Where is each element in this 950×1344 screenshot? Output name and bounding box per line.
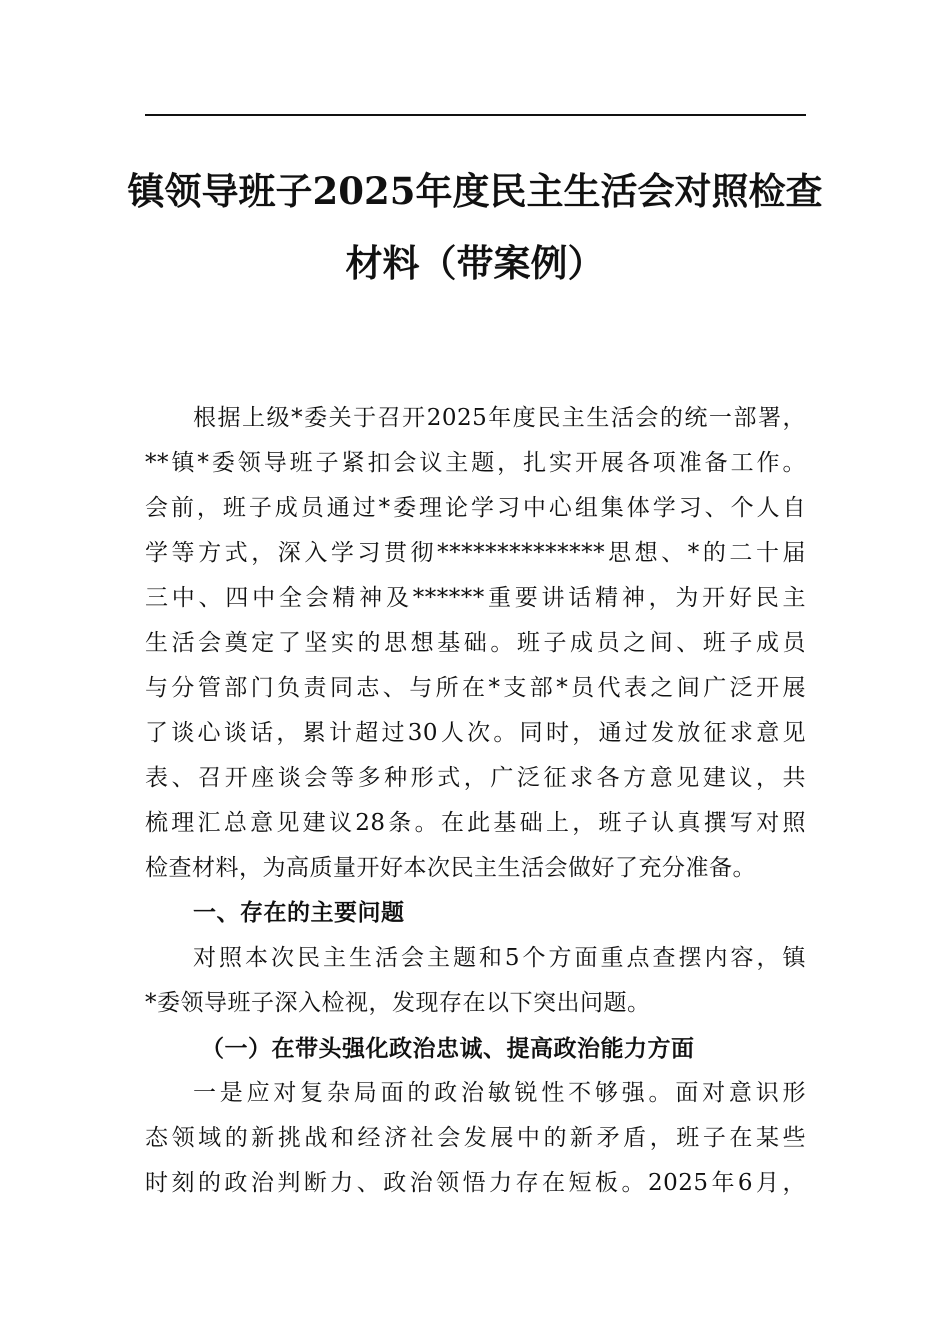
subsection-heading: （一）在带头强化政治忠诚、提高政治能力方面 xyxy=(201,1035,695,1062)
paragraph-line: 表、召开座谈会等多种形式，广泛征求各方意见建议，共 xyxy=(145,765,806,791)
paragraph-line: 会前，班子成员通过*委理论学习中心组集体学习、个人自 xyxy=(145,495,806,521)
paragraph-line: 三中、四中全会精神及******重要讲话精神，为开好民主 xyxy=(145,585,806,611)
paragraph-line: 态领域的新挑战和经济社会发展中的新矛盾，班子在某些 xyxy=(145,1125,806,1151)
paragraph-line: *委领导班子深入检视，发现存在以下突出问题。 xyxy=(145,990,651,1016)
section-heading: 一、存在的主要问题 xyxy=(193,900,405,926)
paragraph-line: 了谈心谈话，累计超过30人次。同时，通过发放征求意见 xyxy=(145,720,806,746)
paragraph-line: 一是应对复杂局面的政治敏锐性不够强。面对意识形 xyxy=(193,1080,806,1106)
document-title-line-1: 镇领导班子2025年度民主生活会对照检查 xyxy=(127,169,823,213)
paragraph-line: **镇*委领导班子紧扣会议主题，扎实开展各项准备工作。 xyxy=(145,450,806,476)
paragraph-line: 根据上级*委关于召开2025年度民主生活会的统一部署， xyxy=(193,405,806,431)
header-rule xyxy=(145,114,806,116)
paragraph-line: 对照本次民主生活会主题和5个方面重点查摆内容，镇 xyxy=(193,945,806,971)
paragraph-line: 生活会奠定了坚实的思想基础。班子成员之间、班子成员 xyxy=(145,630,806,656)
paragraph-line: 与分管部门负责同志、与所在*支部*员代表之间广泛开展 xyxy=(145,675,806,701)
paragraph-line: 时刻的政治判断力、政治领悟力存在短板。2025年6月， xyxy=(145,1170,806,1196)
document-body xyxy=(145,396,806,1206)
paragraph-line: 梳理汇总意见建议28条。在此基础上，班子认真撰写对照 xyxy=(145,810,806,836)
document-title-line-2: 材料（带案例） xyxy=(345,241,605,285)
paragraph-line: 学等方式，深入学习贯彻**************思想、*的二十届 xyxy=(145,540,806,566)
paragraph-line: 检查材料，为高质量开好本次民主生活会做好了充分准备。 xyxy=(145,855,756,881)
